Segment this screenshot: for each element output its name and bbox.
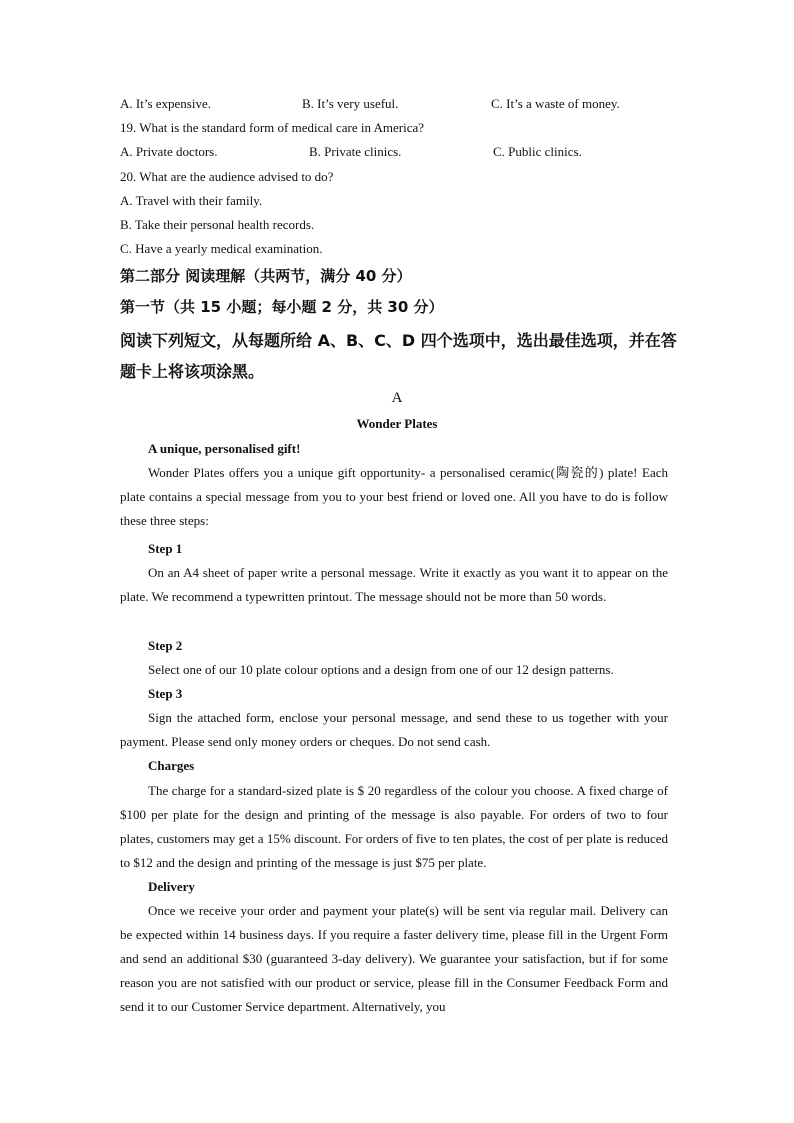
- charges-heading: Charges: [148, 758, 195, 773]
- q20-option-a: A. Travel with their family.: [120, 193, 263, 208]
- q19-option-a: A. Private doctors.: [120, 144, 218, 159]
- delivery-heading: Delivery: [148, 879, 195, 894]
- passage-letter: A: [391, 390, 403, 406]
- q20-option-c: C. Have a yearly medical examination.: [120, 241, 323, 256]
- step3-heading: Step 3: [148, 686, 183, 701]
- instruction-line-1: 阅读下列短文，从每题所给 A、B、C、D 四个选项中，选出最佳选项，并在答: [120, 331, 677, 350]
- step1-heading: Step 1: [148, 541, 183, 556]
- subsection-one-title: 第一节（共 15 小题；每小题 2 分，共 30 分）: [120, 298, 444, 316]
- q18-option-a: A. It’s expensive.: [120, 96, 211, 111]
- charges-paragraph: The charge for a standard-sized plate is $ 20 regardless of the colour you choose. A fixed charge of $100 per plate for the design and printing of the message is also payable. For orders of two to four plates, customers may get a 15% discount. For orders of five to ten plates, the cost of per plate is reduced to $12 and the design and printing of the message is just $75 per plate.: [120, 783, 668, 870]
- instruction-line-2: 题卡上将该项涂黑。: [120, 362, 265, 381]
- step3-paragraph: Sign the attached form, enclose your personal message, and send these to us together with your payment. Please send only money orders or cheques. Do not send cash.: [120, 710, 668, 749]
- passage-subtitle: A unique, personalised gift!: [148, 441, 301, 456]
- q20-option-b: B. Take their personal health records.: [120, 217, 315, 232]
- q20-question: 20. What are the audience advised to do?: [120, 169, 334, 184]
- step2-heading: Step 2: [148, 638, 183, 653]
- step1-paragraph: On an A4 sheet of paper write a personal message. Write it exactly as you want it to appear on the plate. We recommend a typewritten printout. The message should not be more than 50 words.: [120, 565, 668, 604]
- q18-option-c: C. It’s a waste of money.: [491, 96, 620, 111]
- q19-question: 19. What is the standard form of medical care in America?: [120, 120, 425, 135]
- part-two-title: 第二部分 阅读理解（共两节，满分 40 分）: [120, 267, 412, 285]
- delivery-paragraph: Once we receive your order and payment your plate(s) will be sent via regular mail. Delivery can be expected within 14 business days. If you require a faster delivery time, please fill in the Urgent Form and send an additional $30 (guaranteed 3-day delivery). We guarantee your satisfaction, but if for some reason you are not satisfied with our product or service, please fill in the Consumer Feedback Form and send it to our Customer Service department. Alternatively, you: [120, 903, 668, 1014]
- q19-option-b: B. Private clinics.: [309, 144, 402, 159]
- q19-option-c: C. Public clinics.: [493, 144, 582, 159]
- passage-title: Wonder Plates: [356, 416, 438, 431]
- q18-option-b: B. It’s very useful.: [302, 96, 399, 111]
- intro-paragraph: Wonder Plates offers you a unique gift opportunity- a personalised ceramic(陶瓷的) plate! Each plate contains a special message from you to your best friend or loved one. All you have to do is follow these three steps:: [120, 465, 668, 528]
- step2-paragraph: Select one of our 10 plate colour options and a design from one of our 12 design patterns.: [148, 662, 614, 677]
